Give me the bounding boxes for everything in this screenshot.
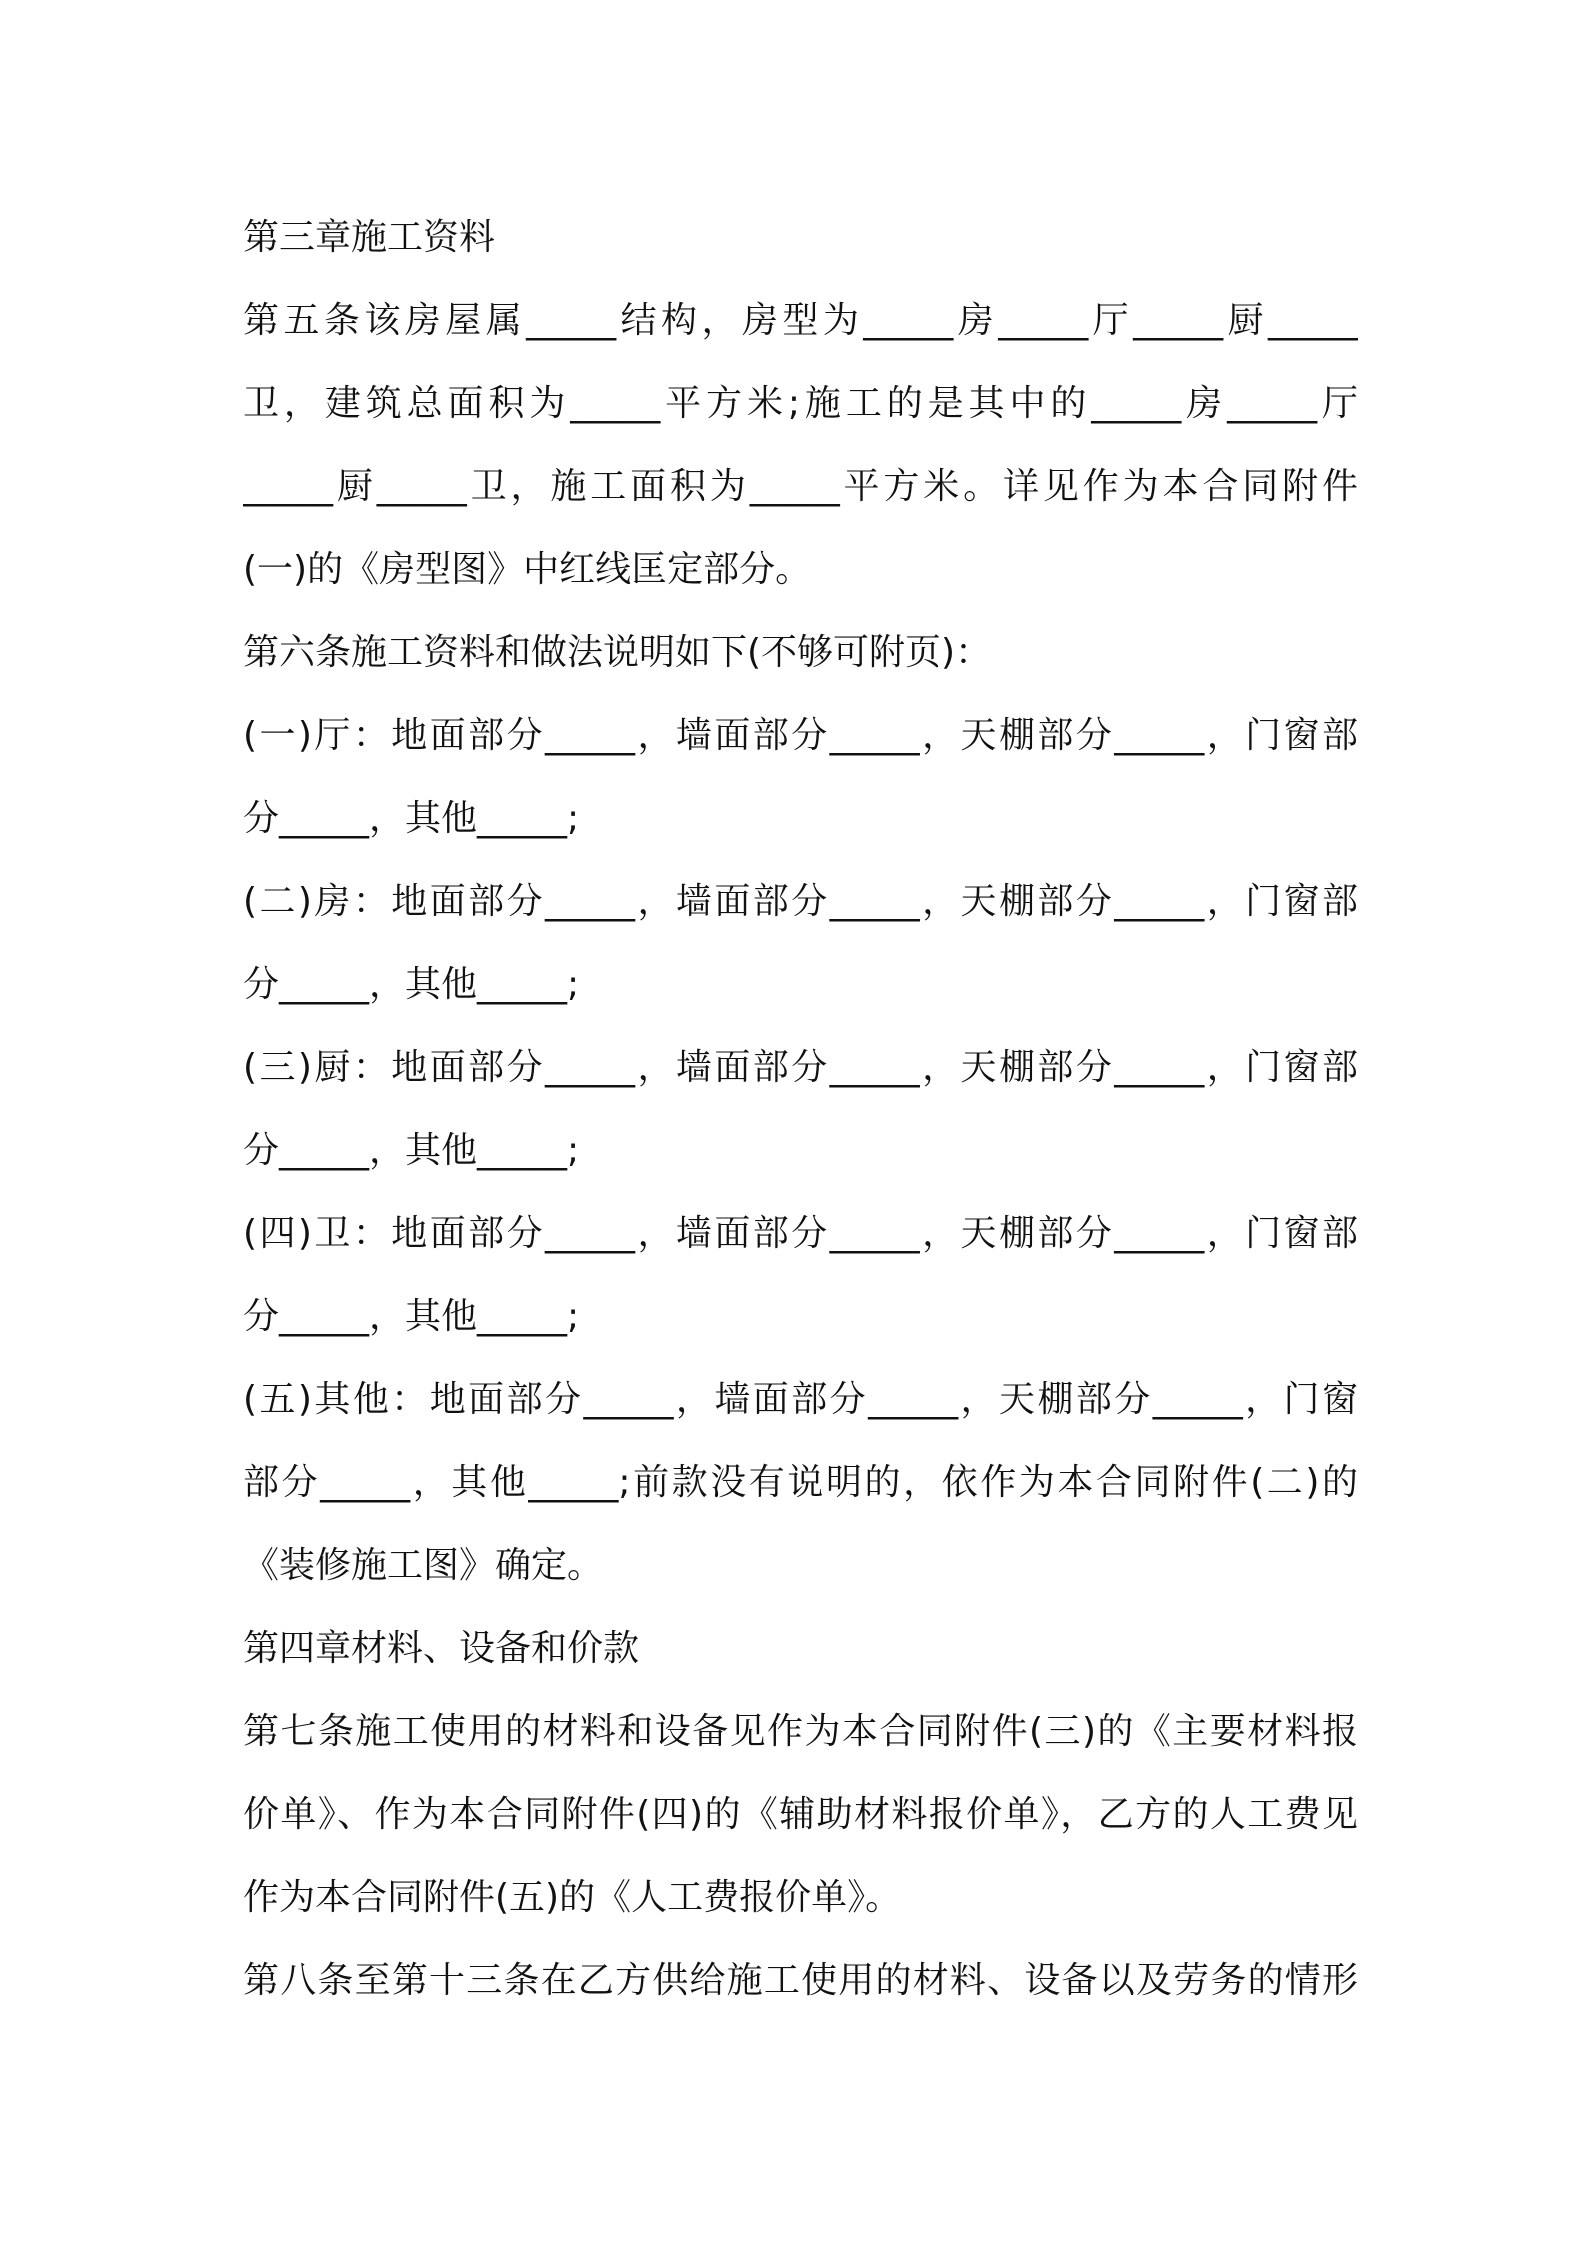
item-room-line-1: (二)房：地面部分_____，墙面部分_____，天棚部分_____，门窗部 (243, 881, 1358, 922)
chapter-4-heading: 第四章材料、设备和价款 (243, 1628, 640, 1669)
item-other-line-1: (五)其他：地面部分_____，墙面部分_____，天棚部分_____，门窗 (243, 1379, 1358, 1420)
article-7-line-2: 价单》、作为本合同附件(四)的《辅助材料报价单》，乙方的人工费见 (243, 1794, 1358, 1835)
article-5-line-1: 第五条该房屋属_____结构，房型为_____房_____厅_____厨_____ (243, 300, 1358, 341)
item-hall-line-2: 分_____，其他_____; (243, 798, 580, 839)
article-6-heading: 第六条施工资料和做法说明如下(不够可附页)： (243, 632, 992, 673)
article-8-line-1: 第八条至第十三条在乙方供给施工使用的材料、设备以及劳务的情形 (243, 1960, 1358, 2001)
article-5-line-2: 卫，建筑总面积为_____平方米;施工的是其中的_____房_____厅 (243, 383, 1358, 424)
item-bath-line-2: 分_____，其他_____; (243, 1296, 580, 1337)
item-kitchen-line-2: 分_____，其他_____; (243, 1130, 580, 1171)
item-kitchen-line-1: (三)厨：地面部分_____，墙面部分_____，天棚部分_____，门窗部 (243, 1047, 1358, 1088)
item-hall-line-1: (一)厅：地面部分_____，墙面部分_____，天棚部分_____，门窗部 (243, 715, 1358, 756)
item-bath-line-1: (四)卫：地面部分_____，墙面部分_____，天棚部分_____，门窗部 (243, 1213, 1358, 1254)
article-5-line-4: (一)的《房型图》中红线匡定部分。 (243, 549, 812, 590)
article-5-line-3: _____厨_____卫，施工面积为_____平方米。详见作为本合同附件 (243, 466, 1358, 507)
article-7-line-1: 第七条施工使用的材料和设备见作为本合同附件(三)的《主要材料报 (243, 1711, 1358, 1752)
item-other-line-3: 《装修施工图》确定。 (243, 1545, 604, 1586)
article-7-line-3: 作为本合同附件(五)的《人工费报价单》。 (243, 1877, 902, 1918)
document-body (243, 196, 1358, 2022)
item-room-line-2: 分_____，其他_____; (243, 964, 580, 1005)
item-other-line-2: 部分_____，其他_____;前款没有说明的，依作为本合同附件(二)的 (243, 1462, 1358, 1503)
chapter-heading: 第三章施工资料 (243, 217, 496, 258)
